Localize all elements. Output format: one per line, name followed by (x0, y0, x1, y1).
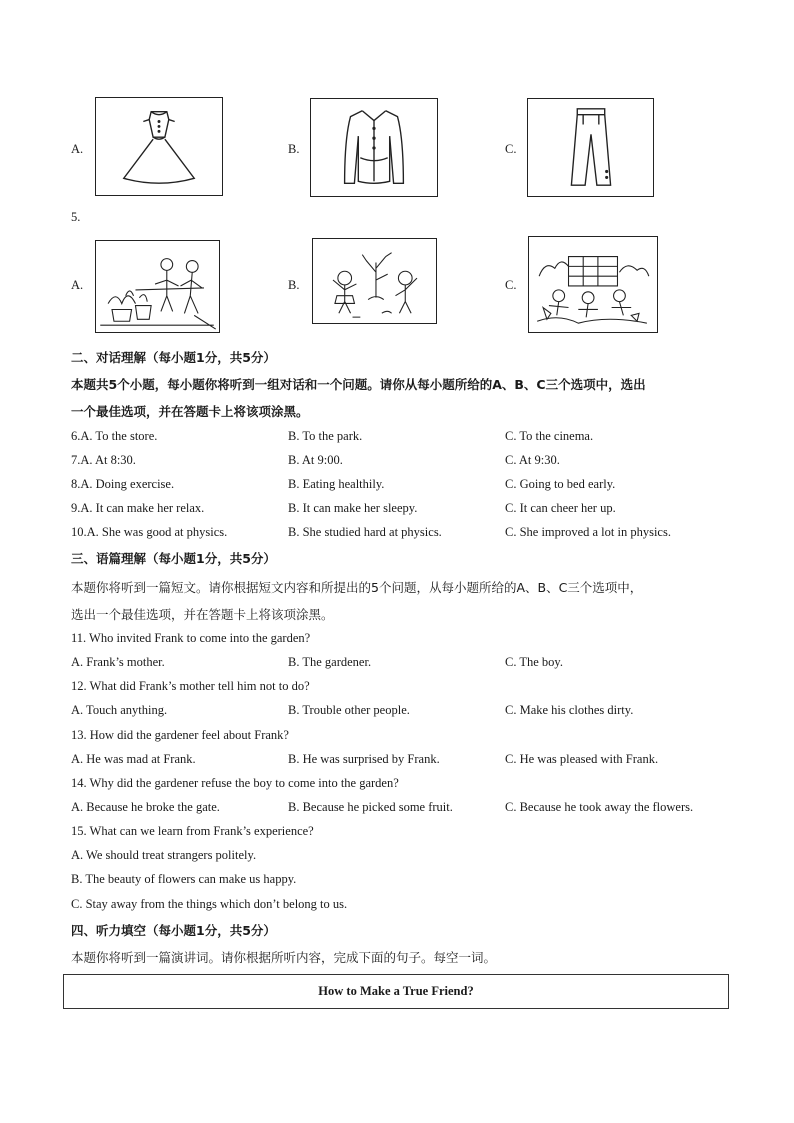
q9-option-a[interactable]: 9.A. It can make her relax. (71, 501, 205, 515)
section3-intro-line1: 本题你将听到一篇短文。请你根据短文内容和所提出的5个问题，从每小题所给的A、B、C三个选项中， (71, 580, 643, 595)
q4-option-a-letter: A. (71, 142, 84, 156)
q14-option-c[interactable]: C. Because he took away the flowers. (505, 800, 694, 814)
section2-heading: 二、对话理解（每小题1分，共5分） (71, 350, 276, 365)
q12-question: 12. What did Frank’s mother tell him not to do? (71, 679, 310, 693)
kids-planting-tree-icon (312, 238, 437, 324)
passage-title-box (63, 974, 729, 1009)
q11-option-b[interactable]: B. The gardener. (288, 655, 372, 669)
q13-option-b[interactable]: B. He was surprised by Frank. (288, 752, 440, 766)
q12-option-b[interactable]: B. Trouble other people. (288, 703, 410, 717)
q14-option-a[interactable]: A. Because he broke the gate. (71, 800, 220, 814)
trousers-icon (527, 98, 654, 197)
q5-option-b-letter: B. (288, 278, 300, 292)
q6-option-b[interactable]: B. To the park. (288, 429, 363, 443)
q14-option-b[interactable]: B. Because he picked some fruit. (288, 800, 453, 814)
q7-option-b[interactable]: B. At 9:00. (288, 453, 343, 467)
section4-heading: 四、听力填空（每小题1分，共5分） (71, 923, 276, 938)
q15-option-c[interactable]: C. Stay away from the things which don’t belong to us. (71, 897, 348, 911)
blouse-icon (310, 98, 438, 197)
kids-gardening-icon (95, 240, 220, 333)
section3-heading: 三、语篇理解（每小题1分，共5分） (71, 551, 276, 566)
q15-option-b[interactable]: B. The beauty of flowers can make us happy. (71, 872, 297, 886)
q8-option-b[interactable]: B. Eating healthily. (288, 477, 385, 491)
section4-intro: 本题你将听到一篇演讲词。请你根据所听内容，完成下面的句子。每空一词。 (71, 950, 497, 965)
q4-option-c-letter: C. (505, 142, 517, 156)
q15-question: 15. What can we learn from Frank’s experience? (71, 824, 314, 838)
q10-option-c[interactable]: C. She improved a lot in physics. (505, 525, 671, 539)
dress-icon (95, 97, 223, 196)
q13-question: 13. How did the gardener feel about Frank? (71, 728, 289, 742)
q6-option-a[interactable]: 6.A. To the store. (71, 429, 158, 443)
q5-option-a-letter: A. (71, 278, 84, 292)
q11-option-c[interactable]: C. The boy. (505, 655, 563, 669)
q9-option-b[interactable]: B. It can make her sleepy. (288, 501, 418, 515)
section2-intro-line1: 本题共5个小题，每小题你将听到一组对话和一个问题。请你从每小题所给的A、B、C三个选项中，选出 (71, 377, 646, 392)
q15-option-a[interactable]: A. We should treat strangers politely. (71, 848, 257, 862)
q10-option-a[interactable]: 10.A. She was good at physics. (71, 525, 228, 539)
q13-option-c[interactable]: C. He was pleased with Frank. (505, 752, 659, 766)
kids-cleaning-park-icon (528, 236, 658, 333)
q10-option-b[interactable]: B. She studied hard at physics. (288, 525, 442, 539)
section2-intro-line2: 一个最佳选项，并在答题卡上将该项涂黑。 (71, 404, 309, 419)
section3-intro-line2: 选出一个最佳选项，并在答题卡上将该项涂黑。 (71, 607, 334, 622)
q7-option-c[interactable]: C. At 9:30. (505, 453, 560, 467)
q4-option-b-letter: B. (288, 142, 300, 156)
q11-option-a[interactable]: A. Frank’s mother. (71, 655, 165, 669)
q13-option-a[interactable]: A. He was mad at Frank. (71, 752, 196, 766)
q14-question: 14. Why did the gardener refuse the boy to come into the garden? (71, 776, 399, 790)
q8-option-a[interactable]: 8.A. Doing exercise. (71, 477, 175, 491)
passage-title: How to Make a True Friend? (318, 984, 474, 998)
q9-option-c[interactable]: C. It can cheer her up. (505, 501, 616, 515)
q12-option-c[interactable]: C. Make his clothes dirty. (505, 703, 634, 717)
q8-option-c[interactable]: C. Going to bed early. (505, 477, 616, 491)
q7-option-a[interactable]: 7.A. At 8:30. (71, 453, 136, 467)
q12-option-a[interactable]: A. Touch anything. (71, 703, 168, 717)
q6-option-c[interactable]: C. To the cinema. (505, 429, 594, 443)
q5-option-c-letter: C. (505, 278, 517, 292)
q11-question: 11. Who invited Frank to come into the garden? (71, 631, 311, 645)
q5-number: 5. (71, 210, 81, 224)
